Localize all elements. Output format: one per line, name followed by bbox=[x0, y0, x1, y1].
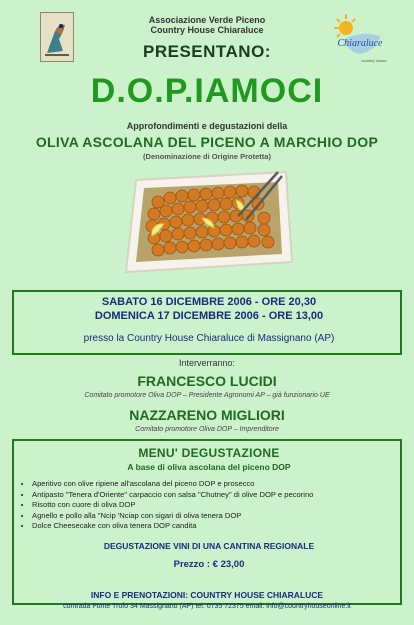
chiaraluce-logo bbox=[330, 10, 388, 68]
menu-item: • Aperitivo con olive ripiene all'ascolana del piceno DOP e prosecco bbox=[32, 479, 412, 490]
event-title: D.O.P.IAMOCI bbox=[90, 72, 324, 110]
menu-item: • Risotto con cuore di oliva DOP bbox=[32, 500, 412, 511]
dates-box bbox=[12, 290, 402, 355]
menu-item: • Dolce Cheesecake con oliva tenera DOP candita bbox=[32, 521, 412, 532]
bird-icon bbox=[41, 13, 73, 61]
logo-brand-subtext: country house bbox=[361, 58, 387, 63]
menu-item: • Antipasto "Tenera d'Oriente" carpaccio con salsa "Chutney" di olive DOP e pecorino bbox=[32, 490, 412, 501]
speaker-role: Comitato promotore Oliva DOP – Presidente Agronomi AP – già funzionario UE bbox=[84, 392, 330, 399]
country-house-name: Country House Chiaraluce bbox=[150, 25, 264, 35]
speaker-role: Comitato promotore Oliva DOP – Imprenditore bbox=[135, 426, 279, 433]
menu-subtitle: A base di oliva ascolana del piceno DOP bbox=[127, 462, 291, 472]
price: Prezzo : € 23,00 bbox=[173, 559, 245, 570]
menu-item: • Agnello e pollo alla "Ncip 'Nciap con sigari di oliva tenera DOP bbox=[32, 511, 412, 522]
venue-text: presso la Country House Chiaraluce di Massignano (AP) bbox=[83, 333, 335, 344]
speaker-name: NAZZARENO MIGLIORI bbox=[129, 407, 285, 423]
date-saturday: SABATO 16 DICEMBRE 2006 - ORE 20,30 bbox=[101, 296, 317, 308]
verde-piceno-logo bbox=[40, 12, 74, 62]
menu-box bbox=[12, 439, 402, 605]
menu-list bbox=[20, 479, 412, 532]
event-subtitle: Approfondimenti e degustazioni della bbox=[126, 121, 288, 131]
association-name: Associazione Verde Piceno bbox=[148, 15, 266, 25]
speaker-name: FRANCESCO LUCIDI bbox=[137, 373, 277, 389]
booking-info: INFO E PRENOTAZIONI: COUNTRY HOUSE CHIARALUCE bbox=[90, 590, 324, 600]
sun-icon bbox=[334, 14, 355, 37]
olive-dish-photo bbox=[118, 162, 298, 282]
presentano-heading: PRESENTANO: bbox=[143, 42, 271, 61]
denomination-note: (Denominazione di Origine Protetta) bbox=[143, 152, 271, 161]
wine-tasting-note: DEGUSTAZIONE VINI DI UNA CANTINA REGIONALE bbox=[103, 541, 315, 551]
product-heading: OLIVA ASCOLANA DEL PICENO A MARCHIO DOP bbox=[35, 134, 379, 150]
date-sunday: DOMENICA 17 DICEMBRE 2006 - ORE 13,00 bbox=[94, 310, 324, 322]
speakers-intro: Interverranno: bbox=[178, 358, 236, 368]
contact-address: contrada Fonte Trufo 34 Massignano (AP) tel: 0735 72375 email: info@countryhouseonline.it bbox=[63, 603, 351, 610]
logo-brand-text: Chiaraluce bbox=[337, 38, 383, 49]
menu-title: MENU' DEGUSTAZIONE bbox=[138, 446, 280, 460]
